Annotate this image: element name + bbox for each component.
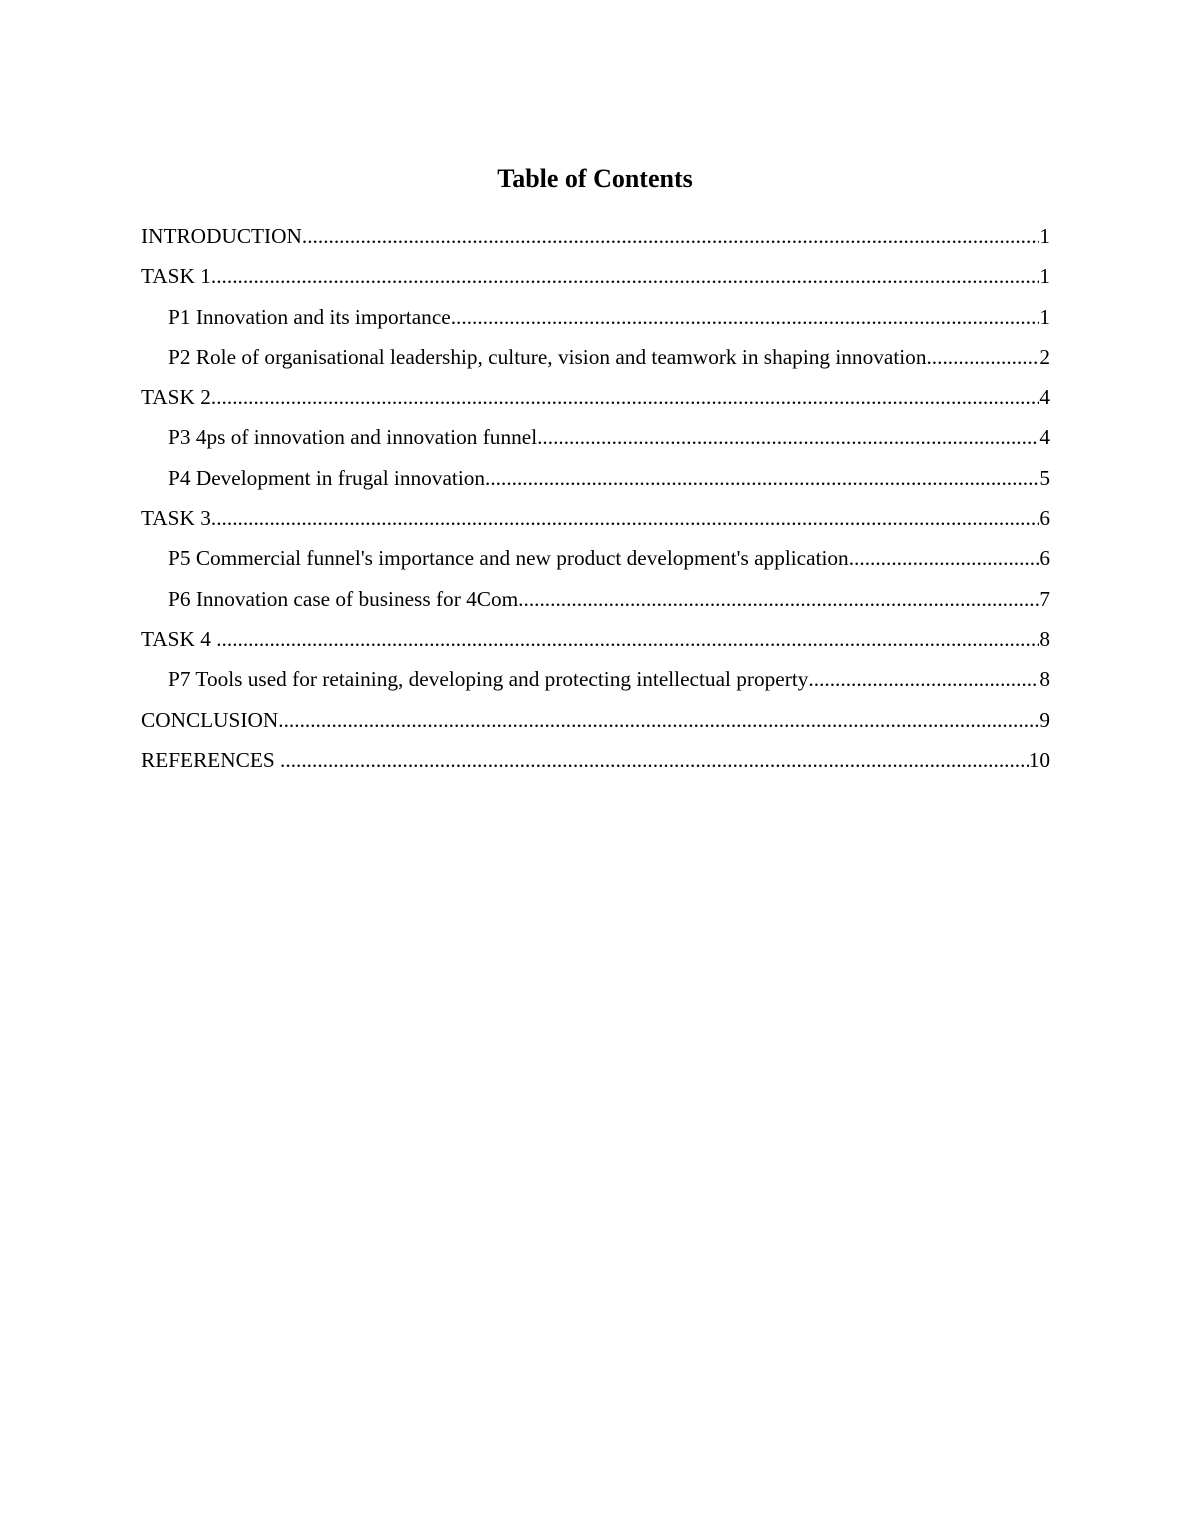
toc-entry-references[interactable]	[141, 744, 1050, 784]
toc-entry-page: 4	[1039, 385, 1050, 410]
dot-leader	[932, 341, 1040, 373]
toc-entry-label: P2 Role of organisational leadership, culture, vision and teamwork in shaping innovation.	[168, 344, 932, 369]
toc-entry-p5[interactable]	[141, 542, 1050, 582]
toc-entry-conclusion[interactable]	[141, 704, 1050, 744]
toc-entry-p3[interactable]	[141, 421, 1050, 461]
toc-entry-label: P7 Tools used for retaining, developing and protecting intellectual property	[168, 667, 809, 692]
toc-entry-label: P6 Innovation case of business for 4Com	[168, 586, 519, 611]
toc-entry-label: P3 4ps of innovation and innovation funnel	[168, 425, 538, 450]
toc-entry-label: INTRODUCTION	[141, 224, 302, 248]
toc-entry-introduction[interactable]	[141, 220, 1050, 260]
toc-title: Table of Contents	[497, 164, 693, 193]
toc-entry-label: TASK 3	[141, 506, 211, 531]
toc-entry-p4[interactable]	[141, 462, 1050, 502]
toc-entry-page: 4	[1039, 425, 1050, 450]
toc-entry-page: 10	[1028, 747, 1050, 772]
toc-entry-page: 1	[1039, 264, 1050, 289]
toc-entry-p1[interactable]	[141, 301, 1050, 341]
dot-leader	[537, 421, 1039, 453]
toc-entry-label: CONCLUSION	[141, 707, 279, 732]
toc-entry-label: P1 Innovation and its importance	[168, 304, 451, 329]
toc-entry-page: 6	[1039, 506, 1050, 531]
toc-entry-task-4[interactable]	[141, 623, 1050, 663]
toc-entry-label: REFERENCES	[141, 747, 281, 772]
dot-leader	[849, 542, 1040, 574]
dot-leader	[808, 663, 1039, 695]
dot-leader	[211, 381, 1039, 413]
table-of-contents	[141, 220, 1050, 784]
dot-leader	[211, 502, 1039, 534]
toc-entry-task-1[interactable]	[141, 260, 1050, 300]
toc-entry-page: 8	[1039, 667, 1050, 692]
toc-entry-page: 7	[1039, 586, 1050, 611]
dot-leader	[211, 260, 1039, 292]
toc-entry-p2[interactable]	[141, 341, 1050, 381]
toc-entry-task-3[interactable]	[141, 502, 1050, 542]
toc-entry-label: TASK 4	[141, 626, 217, 651]
toc-entry-p7[interactable]	[141, 663, 1050, 703]
toc-entry-task-2[interactable]	[141, 381, 1050, 421]
toc-entry-page: 6	[1039, 546, 1050, 571]
dot-leader	[302, 220, 1039, 252]
toc-entry-label: TASK 2	[141, 385, 211, 410]
toc-entry-label: TASK 1	[141, 264, 211, 289]
toc-entry-page: 1	[1039, 304, 1050, 329]
toc-entry-page: 2	[1039, 344, 1050, 369]
dot-leader	[518, 583, 1039, 615]
dot-leader	[278, 704, 1039, 736]
toc-entry-page: 9	[1039, 707, 1050, 732]
toc-entry-p6[interactable]	[141, 583, 1050, 623]
toc-entry-page: 5	[1039, 465, 1050, 490]
dot-leader	[280, 744, 1029, 776]
toc-entry-label: P4 Development in frugal innovation	[168, 465, 486, 490]
dot-leader	[451, 301, 1040, 333]
dot-leader	[485, 462, 1039, 494]
toc-entry-page: 1	[1039, 224, 1050, 248]
toc-entry-page: 8	[1039, 626, 1050, 651]
toc-entry-label: P5 Commercial funnel's importance and new product development's application	[168, 546, 849, 571]
dot-leader	[216, 623, 1039, 655]
